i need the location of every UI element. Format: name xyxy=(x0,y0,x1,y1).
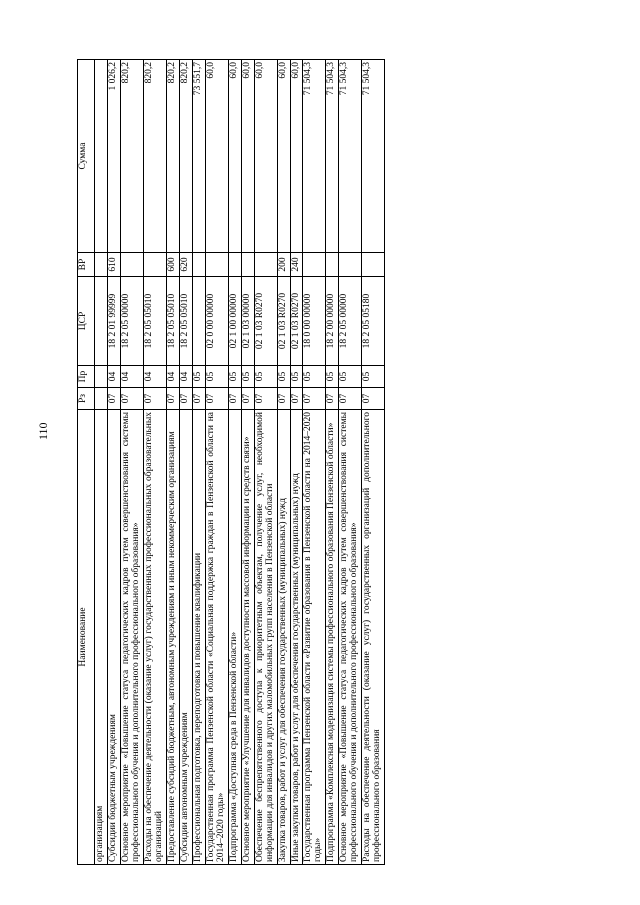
cell-csr: 02 1 03 R0270 xyxy=(277,277,290,366)
cell-sum: 60,0 xyxy=(290,60,303,253)
cell-pr: 05 xyxy=(241,366,254,388)
cell-csr: 02 1 03 R0270 xyxy=(254,277,277,366)
table-row xyxy=(192,60,205,865)
cell-csr: 18 0 00 00000 xyxy=(303,277,326,366)
cell-rz: 07 xyxy=(362,388,385,410)
cell-vr xyxy=(120,253,143,277)
cell-vr xyxy=(241,253,254,277)
cell-name: Подпрограмма «Комплексная модернизация системы профессионального образования Пензенской области» xyxy=(326,410,339,865)
cell-sum: 820,2 xyxy=(120,60,143,253)
table-row xyxy=(205,60,228,865)
cell-rz: 07 xyxy=(166,388,179,410)
cell-sum: 60,0 xyxy=(205,60,228,253)
cell-vr: 240 xyxy=(290,253,303,277)
table-row xyxy=(326,60,339,865)
cell-name: организациям xyxy=(95,410,108,865)
cell-rz: 07 xyxy=(205,388,228,410)
cell-rz: 07 xyxy=(120,388,143,410)
cell-sum: 820,2 xyxy=(166,60,179,253)
cell-rz: 07 xyxy=(290,388,303,410)
cell-name: Расходы на обеспечение деятельности (оказание услуг) государственных организаций дополнительного профессионального образования xyxy=(362,410,385,865)
table-row xyxy=(241,60,254,865)
cell-vr xyxy=(362,253,385,277)
cell-rz: 07 xyxy=(339,388,362,410)
cell-sum: 71 504,3 xyxy=(303,60,326,253)
cell-name: Иные закупки товаров, работ и услуг для обеспечения государственных (муниципальных) нужд xyxy=(290,410,303,865)
table-row xyxy=(120,60,143,865)
cell-name: Субсидии автономным учреждениям xyxy=(179,410,192,865)
cell-name: Государственная программа Пензенской области «Развитие образования в Пензенской области на 2014–2020 годы» xyxy=(303,410,326,865)
cell-csr: 18 2 05 05010 xyxy=(143,277,166,366)
cell-sum: 71 504,3 xyxy=(326,60,339,253)
cell-csr: 18 2 05 00000 xyxy=(120,277,143,366)
cell-pr: 05 xyxy=(303,366,326,388)
cell-sum: 73 551,7 xyxy=(192,60,205,253)
table-row xyxy=(107,60,120,865)
cell-rz: 07 xyxy=(107,388,120,410)
cell-name: Основное мероприятие «Улучшение для инвалидов доступности массовой информации и средств связи» xyxy=(241,410,254,865)
budget-table xyxy=(77,59,385,865)
cell-csr: 02 0 00 00000 xyxy=(205,277,228,366)
cell-rz: 07 xyxy=(254,388,277,410)
cell-pr: 05 xyxy=(277,366,290,388)
budget-table-container xyxy=(77,60,385,865)
cell-name: Государственная программа Пензенской области «Социальная поддержка граждан в Пензенской области на 2014–2020 годы» xyxy=(205,410,228,865)
cell-pr: 05 xyxy=(205,366,228,388)
header-name: Наименование xyxy=(78,410,95,865)
cell-csr: 18 2 05 05010 xyxy=(166,277,179,366)
cell-vr: 600 xyxy=(166,253,179,277)
cell-sum: 1 026,2 xyxy=(107,60,120,253)
cell-pr: 05 xyxy=(290,366,303,388)
cell-csr: 02 1 00 00000 xyxy=(228,277,241,366)
cell-name: Расходы на обеспечение деятельности (оказание услуг) государственных профессиональных образовательных организаций xyxy=(143,410,166,865)
cell-rz: 07 xyxy=(326,388,339,410)
cell-rz: 07 xyxy=(143,388,166,410)
cell-csr: 18 2 05 00000 xyxy=(339,277,362,366)
cell-rz: 07 xyxy=(303,388,326,410)
page-number: 110 xyxy=(36,422,50,440)
table-row xyxy=(254,60,277,865)
table-row xyxy=(179,60,192,865)
cell-rz: 07 xyxy=(241,388,254,410)
cell-csr: 18 2 05 05010 xyxy=(179,277,192,366)
cell-vr xyxy=(326,253,339,277)
cell-name: Обеспечение беспрепятственного доступа к приоритетным объектам, получение услуг, необходимой информации для инвалидов и других маломобильных групп населения в Пензенской области xyxy=(254,410,277,865)
cell-vr xyxy=(254,253,277,277)
cell-name: Субсидии бюджетным учреждениям xyxy=(107,410,120,865)
cell-rz: 07 xyxy=(192,388,205,410)
cell-vr xyxy=(143,253,166,277)
cell-sum: 60,0 xyxy=(277,60,290,253)
table-row xyxy=(290,60,303,865)
table-row xyxy=(95,60,108,865)
cell-sum: 71 504,3 xyxy=(339,60,362,253)
cell-csr: 18 2 00 00000 xyxy=(326,277,339,366)
header-vr: ВР xyxy=(78,253,95,277)
header-rz: Рз xyxy=(78,388,95,410)
cell-name: Закупка товаров, работ и услуг для обеспечения государственных (муниципальных) нужд xyxy=(277,410,290,865)
cell-rz: 07 xyxy=(228,388,241,410)
cell-csr xyxy=(192,277,205,366)
cell-pr: 04 xyxy=(179,366,192,388)
cell-csr: 18 2 01 99999 xyxy=(107,277,120,366)
table-row xyxy=(228,60,241,865)
cell-pr: 04 xyxy=(120,366,143,388)
header-pr: Пр xyxy=(78,366,95,388)
cell-vr xyxy=(95,253,108,277)
cell-rz: 07 xyxy=(179,388,192,410)
cell-sum: 60,0 xyxy=(254,60,277,253)
cell-pr: 04 xyxy=(143,366,166,388)
cell-name: Основное мероприятие «Повышение статуса педагогических кадров путем совершенствования системы профессионального обучения и дополнительного профессионального образования» xyxy=(339,410,362,865)
cell-pr xyxy=(95,366,108,388)
cell-vr xyxy=(339,253,362,277)
table-row xyxy=(143,60,166,865)
cell-pr: 04 xyxy=(166,366,179,388)
cell-sum: 71 504,3 xyxy=(362,60,385,253)
table-row xyxy=(362,60,385,865)
cell-pr: 05 xyxy=(339,366,362,388)
cell-rz: 07 xyxy=(277,388,290,410)
cell-csr: 02 1 03 00000 xyxy=(241,277,254,366)
table-row xyxy=(166,60,179,865)
cell-sum: 60,0 xyxy=(241,60,254,253)
cell-sum: 60,0 xyxy=(228,60,241,253)
cell-name: Основное мероприятие «Повышение статуса педагогических кадров путем совершенствования системы профессионального обучения и дополнительного профессионального образования» xyxy=(120,410,143,865)
cell-vr: 610 xyxy=(107,253,120,277)
header-sum: Сумма xyxy=(78,60,95,253)
cell-rz xyxy=(95,388,108,410)
cell-name: Подпрограмма «Доступная среда в Пензенской области» xyxy=(228,410,241,865)
cell-name: Профессиональная подготовка, переподготовка и повышение квалификации xyxy=(192,410,205,865)
cell-pr: 04 xyxy=(107,366,120,388)
cell-pr: 05 xyxy=(254,366,277,388)
table-row xyxy=(339,60,362,865)
cell-vr xyxy=(228,253,241,277)
cell-pr: 05 xyxy=(326,366,339,388)
cell-csr: 18 2 05 05180 xyxy=(362,277,385,366)
cell-vr: 620 xyxy=(179,253,192,277)
cell-sum: 820,2 xyxy=(143,60,166,253)
cell-sum: 820,2 xyxy=(179,60,192,253)
cell-sum xyxy=(95,60,108,253)
table-header-row xyxy=(78,60,95,865)
cell-name: Предоставление субсидий бюджетным, автономным учреждениям и иным некоммерческим организациям xyxy=(166,410,179,865)
cell-csr: 02 1 03 R0270 xyxy=(290,277,303,366)
cell-vr: 200 xyxy=(277,253,290,277)
cell-pr: 05 xyxy=(362,366,385,388)
cell-vr xyxy=(303,253,326,277)
cell-pr: 05 xyxy=(192,366,205,388)
cell-vr xyxy=(192,253,205,277)
header-csr: ЦСР xyxy=(78,277,95,366)
cell-csr xyxy=(95,277,108,366)
table-row xyxy=(303,60,326,865)
cell-pr: 05 xyxy=(228,366,241,388)
cell-vr xyxy=(205,253,228,277)
table-row xyxy=(277,60,290,865)
